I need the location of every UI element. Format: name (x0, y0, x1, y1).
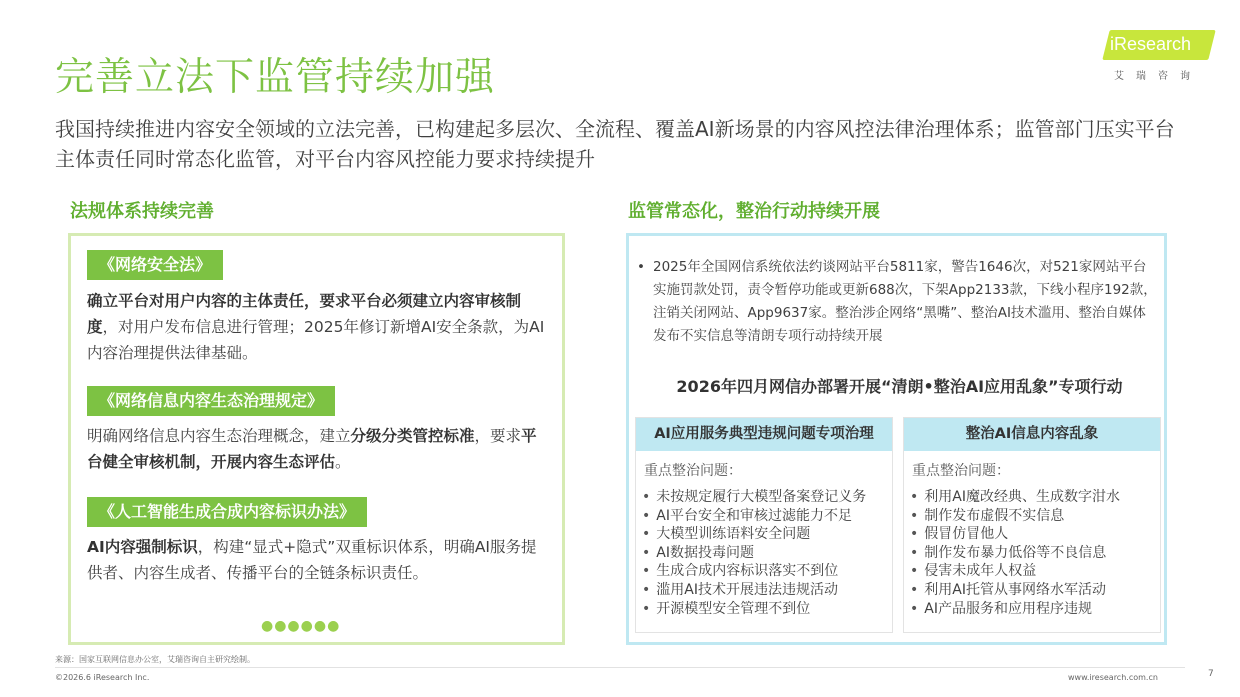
column-subtitle: 重点整治问题： (912, 463, 1010, 479)
enforcement-summary (637, 256, 1157, 348)
list-item: • 开源模型安全管理不到位 (642, 600, 866, 619)
column-header: 整治AI信息内容乱象 (904, 418, 1160, 451)
law-desc-text: ，对用户发布信息进行管理；2025年修订新增AI安全条款，为AI内容治理提供法律基础。 (87, 318, 545, 362)
list-item: • 侵害未成年人权益 (910, 562, 1120, 581)
column-header: AI应用服务典型违规问题专项治理 (636, 418, 892, 451)
logo-text: iResearch (1110, 34, 1192, 54)
law-desc-bold: AI内容强制标识 (87, 538, 198, 556)
page-number: 7 (1208, 669, 1214, 679)
issue-list (642, 488, 866, 618)
list-item: • AI数据投毒问题 (642, 544, 866, 563)
list-item: • 生成合成内容标识落实不到位 (642, 562, 866, 581)
law-desc-text: ，要求 (474, 427, 522, 445)
law-tag-cybersecurity: 《网络安全法》 (87, 250, 223, 280)
source-note: 来源：国家互联网信息办公室，艾瑞咨询自主研究绘制。 (55, 655, 255, 664)
law-desc-cybersecurity (87, 288, 547, 366)
list-item: • 制作发布虚假不实信息 (910, 507, 1120, 526)
column-ai-violations (635, 417, 893, 633)
campaign-title: 2026年四月网信办部署开展“清朗•整治AI应用乱象”专项行动 (676, 377, 1123, 396)
law-desc-content-ecology (87, 423, 547, 475)
bullet-icon: • (637, 259, 645, 275)
law-desc-text: 。 (335, 453, 351, 471)
page-title: 完善立法下监管持续加强 (55, 55, 496, 100)
regulation-panel (68, 233, 565, 645)
left-section-heading: 法规体系持续完善 (70, 201, 214, 222)
law-desc-bold: 确立平台对用户内容的主体责任，要求平台必须建立内容审核制度 (87, 292, 522, 336)
issue-list (910, 488, 1120, 618)
law-desc-text: 明确网络信息内容生态治理概念，建立 (87, 427, 351, 445)
list-item: • AI产品服务和应用程序违规 (910, 600, 1120, 619)
law-desc-ai-labeling (87, 534, 547, 586)
list-item: • AI平台安全和审核过滤能力不足 (642, 507, 866, 526)
logo-cn-text: 艾瑞咨询 (1114, 71, 1202, 82)
footer-divider (55, 667, 1185, 668)
copyright: ©2026.6 iResearch Inc. (55, 673, 150, 682)
law-tag-ai-labeling: 《人工智能生成合成内容标识办法》 (87, 497, 367, 527)
right-section-heading: 监管常态化，整治行动持续开展 (628, 201, 880, 222)
list-item: • 未按规定履行大模型备案登记义务 (642, 488, 866, 507)
iresearch-logo (1098, 30, 1214, 86)
column-subtitle: 重点整治问题： (644, 463, 742, 479)
list-item: • 制作发布暴力低俗等不良信息 (910, 544, 1120, 563)
pagination-dots: ●●●●●● (261, 618, 341, 634)
website-link[interactable]: www.iresearch.com.cn (1068, 673, 1158, 682)
law-desc-bold: 平台健全审核机制，开展内容生态评估 (87, 427, 537, 471)
list-item: • 大模型训练语料安全问题 (642, 525, 866, 544)
law-desc-text: ，构建“显式+隐式”双重标识体系，明确AI服务提供者、内容生成者、传播平台的全链条标识责任。 (87, 538, 537, 582)
enforcement-summary-text: 2025年全国网信系统依法约谈网站平台5811家，警告1646次，对521家网站平台实施罚款处罚，责令暂停功能或更新688次，下架App2133款，下线小程序192款，注销关闭网站、App9637家。整治涉企网络“黑嘴”、整治AI技术滥用、整治自媒体发布不实信息等清朗专项行动持续开展 (653, 259, 1157, 344)
enforcement-panel (626, 233, 1167, 645)
list-item: • 假冒仿冒他人 (910, 525, 1120, 544)
law-tag-content-ecology: 《网络信息内容生态治理规定》 (87, 386, 335, 416)
list-item: • 利用AI托管从事网络水军活动 (910, 581, 1120, 600)
page-subtitle: 我国持续推进内容安全领域的立法完善，已构建起多层次、全流程、覆盖AI新场景的内容风控法律治理体系；监管部门压实平台主体责任同时常态化监管，对平台内容风控能力要求持续提升 (55, 117, 1175, 171)
column-ai-content (903, 417, 1161, 633)
list-item: • 滥用AI技术开展违法违规活动 (642, 581, 866, 600)
law-desc-bold: 分级分类管控标准 (350, 427, 475, 445)
list-item: • 利用AI魔改经典、生成数字泔水 (910, 488, 1120, 507)
